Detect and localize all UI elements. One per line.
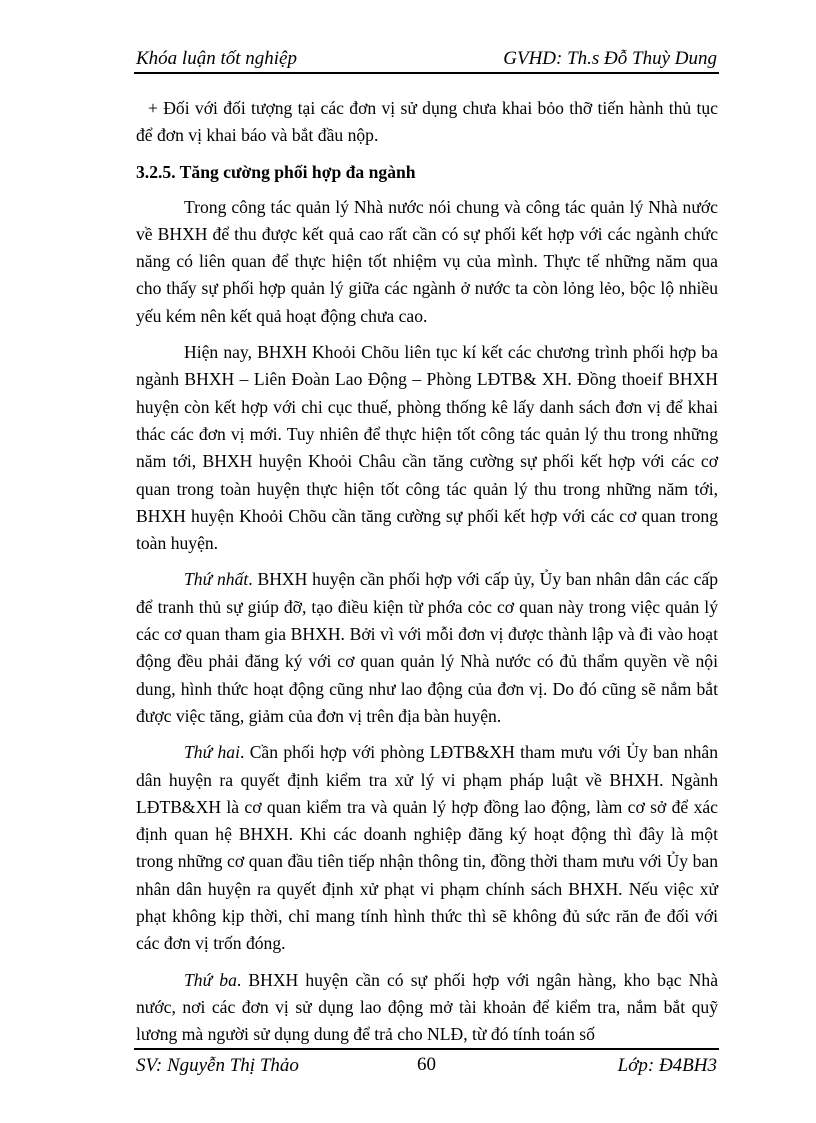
- item-text: . BHXH huyện cần có sự phối hợp với ngân hàng, kho bạc Nhà nước, nơi các đơn vị sử dụng lao động mở tài khoản để kiểm tra, nắm bắt quỹ lương mà người sử dụng dung để trả cho NLĐ, từ đó tính toán số: [136, 969, 718, 1045]
- page-footer: [134, 1048, 719, 1078]
- item-lead: Thứ hai: [184, 742, 240, 763]
- item-lead: Thứ ba: [184, 969, 237, 990]
- header-advisor: GVHD: Th.s Đỗ Thuỳ Dung: [503, 48, 717, 69]
- item-lead: Thứ nhất: [184, 569, 249, 590]
- page-header: [134, 46, 719, 74]
- page-body: [136, 95, 718, 1058]
- item-paragraph-first: [136, 566, 718, 730]
- footer-student-name: SV: Nguyễn Thị Thảo: [136, 1055, 299, 1076]
- section-heading: 3.2.5. Tăng cường phối hợp đa ngành: [136, 161, 416, 182]
- item-text: . Cần phối hợp với phòng LĐTB&XH tham mưu với Ủy ban nhân dân huyện ra quyết định kiểm tra xử lý vi phạm pháp luật về BHXH. Ngành LĐTB&XH là cơ quan kiểm tra và quản lý hợp đồng lao động, làm cơ sở để xác định quan hệ BHXH. Khi các doanh nghiệp đăng ký hoạt động thì đây là một trong những cơ quan đầu tiên tiếp nhận thông tin, đồng thời tham mưu với Ủy ban nhân dân huyện ra quyết định xử phạt vi phạm chính sách BHXH. Nếu việc xử phạt không kịp thời, chỉ mang tính hình thức thì sẽ không đủ sức răn đe đối với các đơn vị trốn đóng.: [136, 742, 718, 954]
- paragraph: Hiện nay, BHXH Khoỏi Chõu liên tục kí kết các chương trình phối hợp ba ngành BHXH – Liên Đoàn Lao Động – Phòng LĐTB& XH. Đồng thoeif BHXH huyện còn kết hợp với chi cục thuế, phòng thống kê lấy danh sách đơn vị để khai thác các đơn vị mới. Tuy nhiên để thực hiện tốt công tác quản lý thu trong những năm tới, BHXH huyện Khoỏi Châu cần tăng cường sự phối kết hợp với các cơ quan trong toàn huyện thực hiện tốt công tác quản lý thu trong những năm tới, BHXH huyện Khoỏi Chõu cần tăng cường sự phối kết hợp với các cơ quan trong toàn huyện.: [136, 342, 718, 554]
- footer-class: Lớp: Đ4BH3: [617, 1055, 717, 1076]
- header-thesis-title: Khóa luận tốt nghiệp: [136, 48, 297, 69]
- page-number: 60: [417, 1054, 436, 1075]
- item-paragraph-second: [136, 739, 718, 957]
- item-paragraph-third: [136, 967, 718, 1049]
- paragraph: Trong công tác quản lý Nhà nước nói chung và công tác quản lý Nhà nước về BHXH để thu được kết quả cao rất cần có sự phối kết hợp với các ngành chức năng có liên quan để thực hiện tốt nhiệm vụ của mình. Thực tế những năm qua cho thấy sự phối hợp quản lý giữa các ngành ở nước ta còn lỏng lẻo, bộc lộ nhiều yếu kém nên kết quả hoạt động chưa cao.: [136, 196, 718, 326]
- item-text: . BHXH huyện cần phối hợp với cấp ủy, Ủy ban nhân dân các cấp để tranh thủ sự giúp đỡ, tạo điều kiện từ phớa cỏc cơ quan này trong việc quản lý các cơ quan tham gia BHXH. Bởi vì với mỗi đơn vị được thành lập và đi vào hoạt động đều phải đăng ký với cơ quan quản lý Nhà nước có đủ thẩm quyền về nội dung, hình thức hoạt động cũng như lao động của đơn vị. Do đó cũng sẽ nắm bắt được việc tăng, giảm của đơn vị trên địa bàn huyện.: [136, 569, 718, 726]
- intro-paragraph: + Đối với đối tượng tại các đơn vị sử dụng chưa khai bỏo thỡ tiến hành thủ tục để đơn vị khai báo và bắt đầu nộp.: [136, 98, 718, 146]
